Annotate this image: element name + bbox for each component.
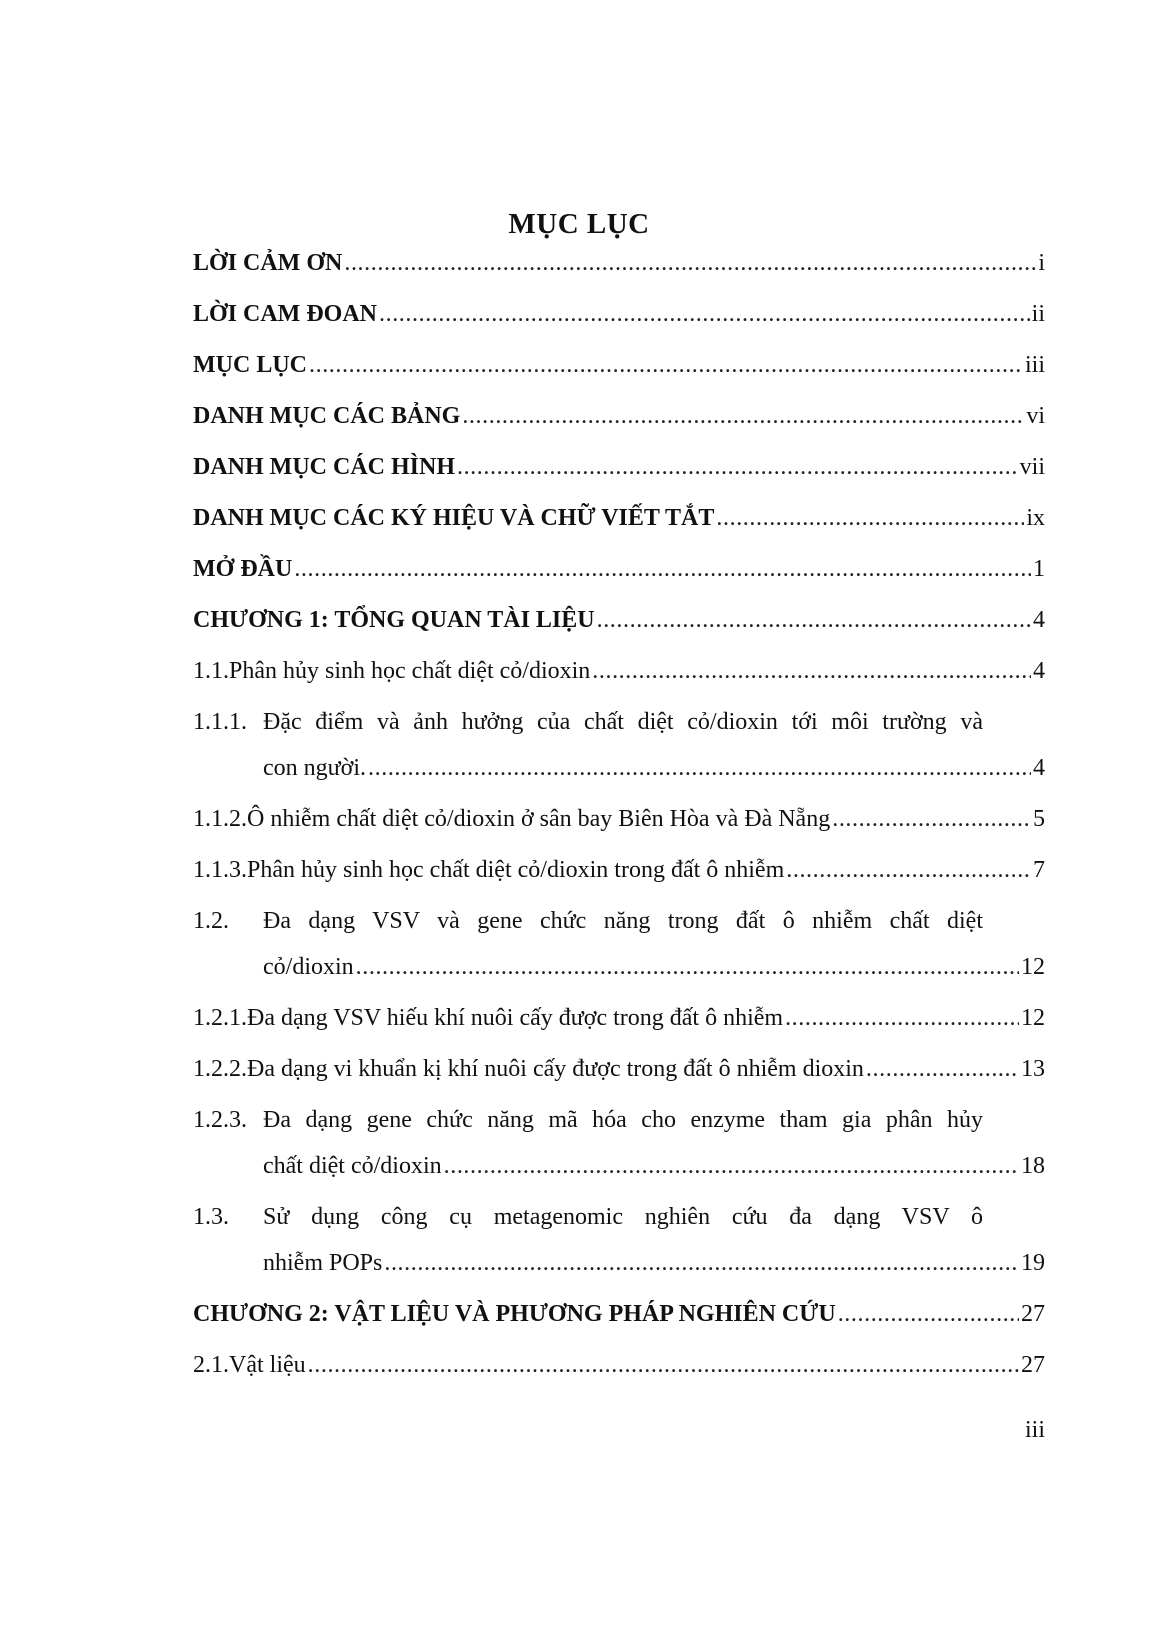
dot-leader [309,352,1023,378]
toc-entry-page: vi [1026,403,1045,429]
toc-entry[interactable] [193,1301,1045,1352]
dot-leader [592,658,1031,684]
toc-entry[interactable] [193,1204,1045,1301]
toc-entry-title: MỤC LỤC [193,352,307,378]
toc-entry-number: 1.2.3. [193,1107,247,1133]
dot-leader [379,301,1030,327]
toc-entry-title: LỜI CAM ĐOAN [193,301,377,327]
dot-leader [832,806,1031,832]
toc-entry[interactable] [193,607,1045,658]
toc-entry-page: 4 [1033,658,1045,684]
toc-entry-number: 1.1.2. [193,806,247,832]
dot-leader [294,556,1031,582]
toc-entry-title: Ô nhiễm chất diệt cỏ/dioxin ở sân bay Biên Hòa và Đà Nẵng [247,806,831,832]
table-of-contents [193,250,1045,1403]
dot-leader [308,1352,1019,1378]
toc-entry-page: 27 [1021,1352,1045,1378]
dot-leader [838,1301,1019,1327]
toc-entry-title: DANH MỤC CÁC BẢNG [193,403,461,429]
toc-entry[interactable] [193,908,1045,1005]
toc-entry-title: Đa dạng VSV và gene chức năng trong đất ô nhiễm chất diệt [263,908,983,934]
toc-entry-title: MỞ ĐẦU [193,556,293,582]
toc-entry-number: 1.1.3. [193,857,247,883]
toc-entry[interactable] [193,250,1045,301]
dot-leader [356,954,1019,980]
toc-entry-number: 1.2.1. [193,1005,247,1031]
toc-entry-title: Vật liệu [229,1352,306,1378]
toc-entry-title: Đa dạng gene chức năng mã hóa cho enzyme tham gia phân hủy [263,1107,983,1133]
dot-leader [462,403,1024,429]
toc-entry[interactable] [193,857,1045,908]
toc-entry[interactable] [193,806,1045,857]
dot-leader [444,1153,1019,1179]
toc-entry-number: 2.1. [193,1352,229,1378]
toc-entry-title-continued: con người. [263,755,367,781]
toc-entry-title: Phân hủy sinh học chất diệt cỏ/dioxin trong đất ô nhiễm [247,857,785,883]
dot-leader [716,505,1024,531]
toc-entry[interactable] [193,301,1045,352]
toc-entry-title: DANH MỤC CÁC HÌNH [193,454,455,480]
dot-leader [866,1056,1019,1082]
toc-entry-title: Đa dạng vi khuẩn kị khí nuôi cấy được trong đất ô nhiễm dioxin [247,1056,864,1082]
toc-entry-number: 1.2. [193,908,229,934]
toc-entry-page: 27 [1021,1301,1045,1327]
page-title: MỤC LỤC [508,208,650,240]
dot-leader [384,1250,1019,1276]
toc-entry[interactable] [193,658,1045,709]
toc-entry-page: iii [1024,352,1045,378]
dot-leader [786,857,1031,883]
toc-entry-title: CHƯƠNG 1: TỔNG QUAN TÀI LIỆU [193,607,595,633]
toc-entry-title-continued: nhiễm POPs [263,1250,383,1276]
toc-entry-page: 4 [1033,607,1045,633]
toc-entry-title: Đa dạng VSV hiếu khí nuôi cấy được trong đất ô nhiễm [247,1005,784,1031]
toc-entry-number: 1.2.2. [193,1056,247,1082]
toc-entry[interactable] [193,505,1045,556]
toc-entry[interactable] [193,709,1045,806]
toc-entry-page: ii [1031,301,1045,327]
toc-entry-page: 1 [1033,556,1045,582]
toc-entry-page: 4 [1033,755,1045,781]
toc-entry-page: 5 [1033,806,1045,832]
toc-entry-page: 12 [1021,1005,1045,1031]
toc-entry[interactable] [193,1107,1045,1204]
toc-entry-title: Sử dụng công cụ metagenomic nghiên cứu đa dạng VSV ô [263,1204,983,1230]
dot-leader [457,454,1018,480]
toc-entry[interactable] [193,352,1045,403]
toc-entry[interactable] [193,403,1045,454]
toc-entry-page: ix [1026,505,1045,531]
toc-entry-page: 13 [1021,1056,1045,1082]
toc-entry-title: Phân hủy sinh học chất diệt cỏ/dioxin [229,658,591,684]
toc-entry-page: 7 [1033,857,1045,883]
toc-entry-page: vii [1019,454,1045,480]
toc-entry-page: 19 [1021,1250,1045,1276]
toc-entry-number: 1.1.1. [193,709,247,735]
toc-entry-number: 1.1. [193,658,229,684]
dot-leader [344,250,1036,276]
toc-entry-page: 12 [1021,954,1045,980]
toc-entry[interactable] [193,1005,1045,1056]
toc-entry-title-continued: chất diệt cỏ/dioxin [263,1153,442,1179]
toc-entry-page: 18 [1021,1153,1045,1179]
toc-entry-number: 1.3. [193,1204,229,1230]
toc-entry-title: Đặc điểm và ảnh hưởng của chất diệt cỏ/dioxin tới môi trường và [263,709,983,735]
toc-entry-title: DANH MỤC CÁC KÝ HIỆU VÀ CHỮ VIẾT TẮT [193,505,715,531]
toc-entry[interactable] [193,454,1045,505]
toc-entry[interactable] [193,556,1045,607]
toc-entry-title: LỜI CẢM ƠN [193,250,343,276]
toc-entry-title: CHƯƠNG 2: VẬT LIỆU VÀ PHƯƠNG PHÁP NGHIÊN CỨU [193,1301,836,1327]
dot-leader [368,755,1031,781]
toc-entry[interactable] [193,1352,1045,1403]
dot-leader [597,607,1031,633]
dot-leader [785,1005,1019,1031]
toc-entry-page: i [1038,250,1045,276]
toc-entry-title-continued: cỏ/dioxin [263,954,354,980]
toc-entry[interactable] [193,1056,1045,1107]
page-number: iii [1024,1417,1045,1443]
